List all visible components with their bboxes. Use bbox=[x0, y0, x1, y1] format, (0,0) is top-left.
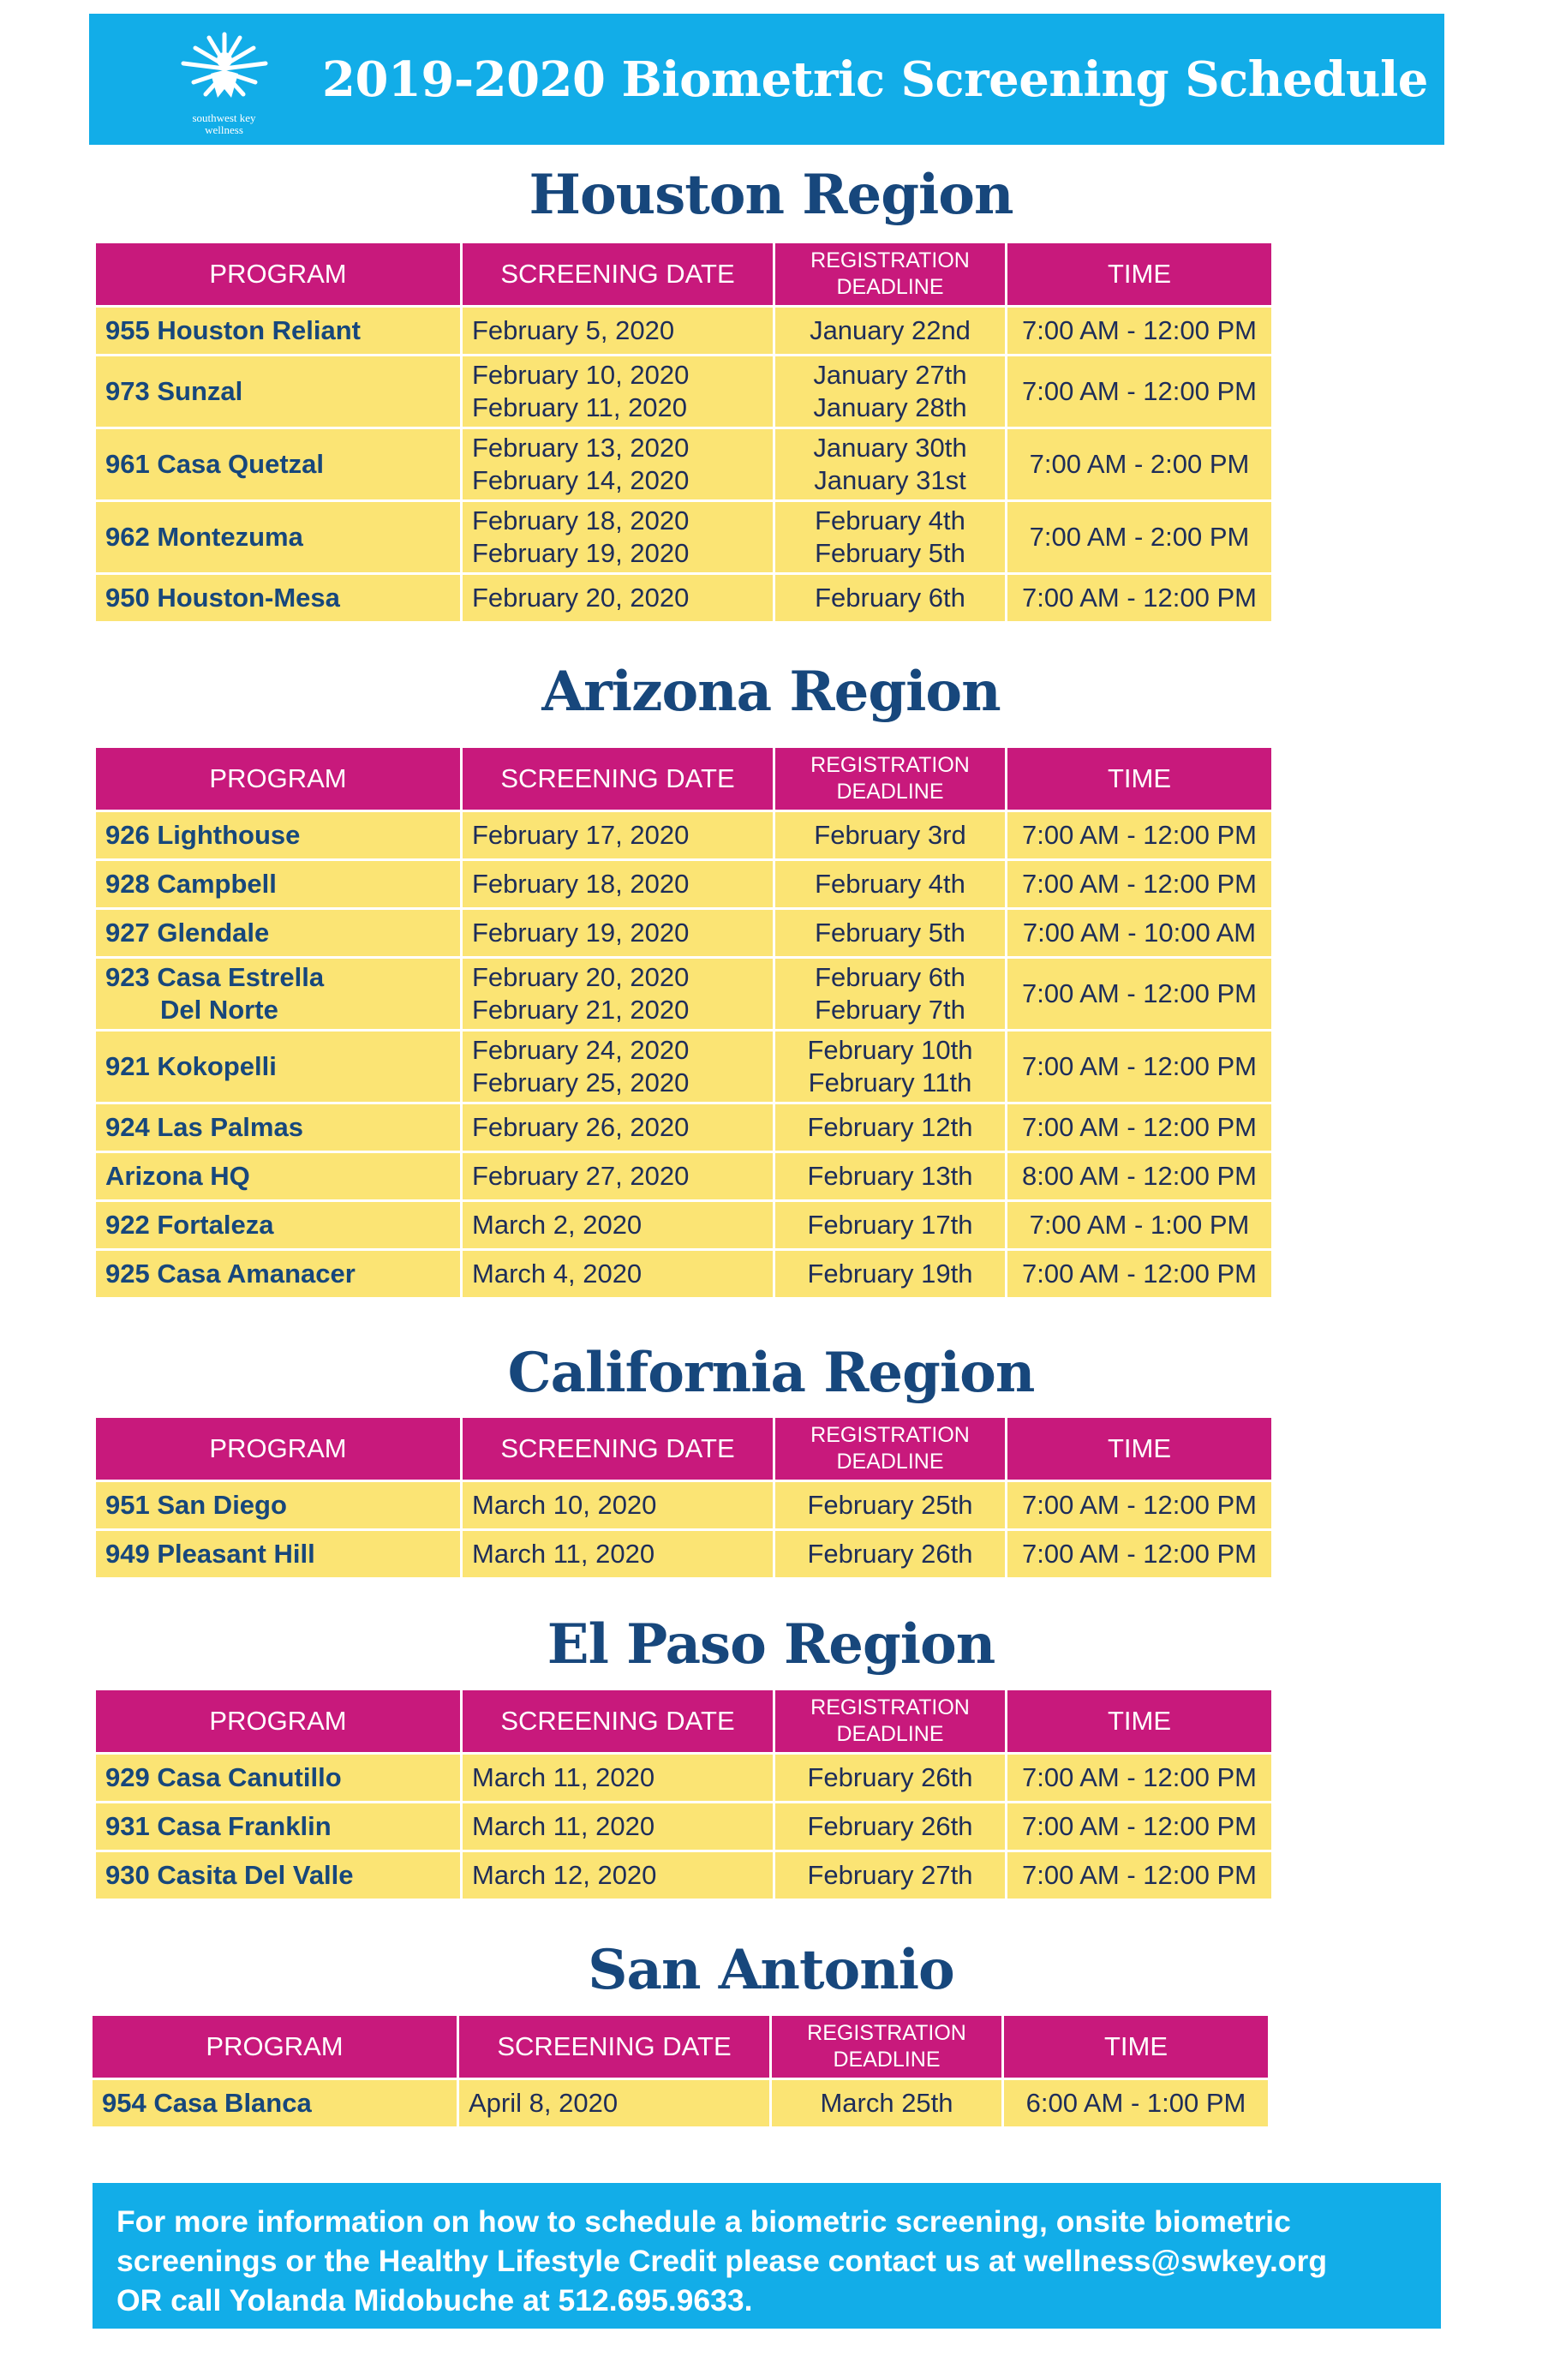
deadline-header-line1: REGISTRATION bbox=[810, 1423, 970, 1447]
table-row bbox=[96, 1482, 1271, 1528]
column-header-program: PROGRAM bbox=[96, 748, 460, 810]
program-cell: 927 Glendale bbox=[96, 910, 460, 956]
deadline-cell bbox=[775, 356, 1005, 427]
screening-date-line: February 20, 2020 bbox=[472, 962, 690, 992]
deadline-cell: February 12th bbox=[775, 1104, 1005, 1151]
schedule-table-california bbox=[93, 1415, 1274, 1580]
program-cell: 922 Fortaleza bbox=[96, 1202, 460, 1248]
table-row bbox=[96, 1104, 1271, 1151]
deadline-cell bbox=[775, 959, 1005, 1029]
region-title-arizona: Arizona Region bbox=[541, 660, 1001, 724]
table-row bbox=[96, 1032, 1271, 1102]
program-cell: 931 Casa Franklin bbox=[96, 1803, 460, 1850]
time-cell: 7:00 AM - 12:00 PM bbox=[1007, 812, 1271, 858]
table-row bbox=[96, 502, 1271, 572]
program-cell: 973 Sunzal bbox=[96, 356, 460, 427]
footer-line: screenings or the Healthy Lifestyle Credit please contact us at wellness@swkey.org bbox=[117, 2244, 1328, 2278]
time-cell: 7:00 AM - 12:00 PM bbox=[1007, 1852, 1271, 1899]
deadline-line: January 28th bbox=[813, 392, 967, 422]
program-cell: 961 Casa Quetzal bbox=[96, 429, 460, 499]
screening-date-cell: February 20, 2020 bbox=[463, 575, 773, 621]
program-name-line: Del Norte bbox=[160, 995, 278, 1025]
deadline-header-line2: DEADLINE bbox=[836, 1722, 944, 1746]
southwest-key-wellness-logo bbox=[149, 29, 299, 141]
deadline-cell: February 13th bbox=[775, 1153, 1005, 1199]
program-cell: 954 Casa Blanca bbox=[93, 2080, 457, 2126]
time-cell: 7:00 AM - 10:00 AM bbox=[1007, 910, 1271, 956]
screening-date-cell: March 11, 2020 bbox=[463, 1803, 773, 1850]
column-header-program: PROGRAM bbox=[93, 2016, 457, 2078]
program-cell: 921 Kokopelli bbox=[96, 1032, 460, 1102]
deadline-cell: February 19th bbox=[775, 1251, 1005, 1297]
screening-date-line: February 19, 2020 bbox=[472, 538, 690, 568]
deadline-cell: February 27th bbox=[775, 1852, 1005, 1899]
table-row bbox=[96, 1852, 1271, 1899]
program-cell: 955 Houston Reliant bbox=[96, 308, 460, 354]
time-cell: 7:00 AM - 12:00 PM bbox=[1007, 1104, 1271, 1151]
table-header-row bbox=[96, 1690, 1271, 1752]
table-row bbox=[96, 1803, 1271, 1850]
time-cell: 7:00 AM - 12:00 PM bbox=[1007, 308, 1271, 354]
screening-date-cell: March 11, 2020 bbox=[463, 1531, 773, 1577]
table-row bbox=[96, 356, 1271, 427]
deadline-header-line2: DEADLINE bbox=[836, 1450, 944, 1474]
time-cell: 7:00 AM - 2:00 PM bbox=[1007, 429, 1271, 499]
screening-date-line: February 14, 2020 bbox=[472, 465, 690, 495]
program-name-line: 923 Casa Estrella bbox=[105, 962, 325, 992]
time-cell: 7:00 AM - 12:00 PM bbox=[1007, 861, 1271, 907]
column-header-screening-date: SCREENING DATE bbox=[463, 748, 773, 810]
program-cell: 928 Campbell bbox=[96, 861, 460, 907]
table-header-row bbox=[93, 2016, 1268, 2078]
region-title-houston: Houston Region bbox=[529, 163, 1013, 227]
schedule-table-arizona bbox=[93, 745, 1274, 1300]
column-header-registration-deadline bbox=[775, 1690, 1005, 1752]
program-cell: 924 Las Palmas bbox=[96, 1104, 460, 1151]
table-header-row bbox=[96, 748, 1271, 810]
screening-date-cell: February 19, 2020 bbox=[463, 910, 773, 956]
column-header-program: PROGRAM bbox=[96, 1418, 460, 1480]
screening-date-line: February 10, 2020 bbox=[472, 360, 690, 390]
time-cell: 7:00 AM - 12:00 PM bbox=[1007, 1803, 1271, 1850]
table-header-row bbox=[96, 1418, 1271, 1480]
table-row bbox=[96, 429, 1271, 499]
screening-date-cell bbox=[463, 429, 773, 499]
screening-date-cell: February 26, 2020 bbox=[463, 1104, 773, 1151]
deadline-header-line2: DEADLINE bbox=[836, 780, 944, 804]
screening-date-cell: February 17, 2020 bbox=[463, 812, 773, 858]
deadline-line: February 11th bbox=[808, 1067, 972, 1097]
column-header-program: PROGRAM bbox=[96, 243, 460, 305]
time-cell: 7:00 AM - 2:00 PM bbox=[1007, 502, 1271, 572]
contact-footer bbox=[93, 2183, 1441, 2329]
deadline-cell bbox=[775, 502, 1005, 572]
table-header-row bbox=[96, 243, 1271, 305]
table-row bbox=[96, 1755, 1271, 1801]
column-header-registration-deadline bbox=[775, 1418, 1005, 1480]
column-header-time: TIME bbox=[1007, 748, 1271, 810]
time-cell: 7:00 AM - 12:00 PM bbox=[1007, 1251, 1271, 1297]
deadline-line: January 30th bbox=[813, 433, 967, 463]
region-title-california: California Region bbox=[507, 1341, 1035, 1405]
deadline-header-line2: DEADLINE bbox=[836, 275, 944, 299]
table-row bbox=[96, 1251, 1271, 1297]
screening-date-cell: March 11, 2020 bbox=[463, 1755, 773, 1801]
column-header-screening-date: SCREENING DATE bbox=[463, 1418, 773, 1480]
deadline-line: January 27th bbox=[813, 360, 967, 390]
time-cell: 7:00 AM - 12:00 PM bbox=[1007, 1755, 1271, 1801]
deadline-header-line1: REGISTRATION bbox=[810, 1695, 970, 1719]
screening-date-line: February 25, 2020 bbox=[472, 1067, 690, 1097]
table-row bbox=[96, 1202, 1271, 1248]
logo-text-line1: southwest key bbox=[192, 111, 256, 124]
program-cell: 949 Pleasant Hill bbox=[96, 1531, 460, 1577]
column-header-time: TIME bbox=[1007, 1418, 1271, 1480]
footer-line: OR call Yolanda Midobuche at 512.695.9633. bbox=[117, 2283, 753, 2317]
table-row bbox=[96, 812, 1271, 858]
deadline-header-line1: REGISTRATION bbox=[810, 753, 970, 777]
time-cell: 7:00 AM - 12:00 PM bbox=[1007, 575, 1271, 621]
deadline-cell: February 3rd bbox=[775, 812, 1005, 858]
schedule-table-san-antonio bbox=[90, 2013, 1270, 2129]
program-cell: 951 San Diego bbox=[96, 1482, 460, 1528]
time-cell: 7:00 AM - 12:00 PM bbox=[1007, 959, 1271, 1029]
deadline-line: February 7th bbox=[815, 995, 965, 1025]
column-header-time: TIME bbox=[1004, 2016, 1268, 2078]
deadline-cell: February 6th bbox=[775, 575, 1005, 621]
column-header-screening-date: SCREENING DATE bbox=[459, 2016, 769, 2078]
program-cell: 929 Casa Canutillo bbox=[96, 1755, 460, 1801]
page-title: 2019-2020 Biometric Screening Schedule bbox=[322, 51, 1428, 108]
sunburst-figure-icon bbox=[149, 29, 299, 111]
region-title-san-antonio: San Antonio bbox=[588, 1938, 954, 2002]
table-row bbox=[96, 575, 1271, 621]
screening-date-cell: February 5, 2020 bbox=[463, 308, 773, 354]
screening-date-line: February 18, 2020 bbox=[472, 505, 690, 535]
column-header-registration-deadline bbox=[772, 2016, 1001, 2078]
screening-date-line: February 24, 2020 bbox=[472, 1035, 690, 1065]
column-header-time: TIME bbox=[1007, 243, 1271, 305]
column-header-registration-deadline bbox=[775, 748, 1005, 810]
screening-date-cell: April 8, 2020 bbox=[459, 2080, 769, 2126]
deadline-cell: February 26th bbox=[775, 1531, 1005, 1577]
screening-date-cell bbox=[463, 502, 773, 572]
screening-date-cell: March 4, 2020 bbox=[463, 1251, 773, 1297]
deadline-cell bbox=[775, 1032, 1005, 1102]
screening-date-cell: March 12, 2020 bbox=[463, 1852, 773, 1899]
screening-date-cell: March 2, 2020 bbox=[463, 1202, 773, 1248]
program-cell: 925 Casa Amanacer bbox=[96, 1251, 460, 1297]
time-cell: 7:00 AM - 12:00 PM bbox=[1007, 356, 1271, 427]
time-cell: 6:00 AM - 1:00 PM bbox=[1004, 2080, 1268, 2126]
column-header-registration-deadline bbox=[775, 243, 1005, 305]
deadline-header-line1: REGISTRATION bbox=[810, 248, 970, 272]
deadline-cell: February 26th bbox=[775, 1755, 1005, 1801]
deadline-cell bbox=[775, 429, 1005, 499]
deadline-cell: January 22nd bbox=[775, 308, 1005, 354]
deadline-line: February 4th bbox=[815, 505, 965, 535]
program-cell: Arizona HQ bbox=[96, 1153, 460, 1199]
table-row bbox=[93, 2080, 1268, 2126]
program-cell: 926 Lighthouse bbox=[96, 812, 460, 858]
deadline-cell: February 4th bbox=[775, 861, 1005, 907]
table-row bbox=[96, 308, 1271, 354]
logo-text-line2: wellness bbox=[205, 123, 243, 136]
deadline-line: February 5th bbox=[815, 538, 965, 568]
schedule-table-el-paso bbox=[93, 1688, 1274, 1901]
program-cell: 950 Houston-Mesa bbox=[96, 575, 460, 621]
deadline-cell: February 5th bbox=[775, 910, 1005, 956]
deadline-line: February 10th bbox=[807, 1035, 973, 1065]
screening-date-cell: March 10, 2020 bbox=[463, 1482, 773, 1528]
deadline-cell: February 26th bbox=[775, 1803, 1005, 1850]
screening-date-line: February 21, 2020 bbox=[472, 995, 690, 1025]
screening-date-cell bbox=[463, 356, 773, 427]
time-cell: 7:00 AM - 12:00 PM bbox=[1007, 1482, 1271, 1528]
program-cell: 962 Montezuma bbox=[96, 502, 460, 572]
deadline-header-line1: REGISTRATION bbox=[807, 2021, 966, 2045]
column-header-screening-date: SCREENING DATE bbox=[463, 1690, 773, 1752]
program-cell bbox=[96, 959, 460, 1029]
column-header-program: PROGRAM bbox=[96, 1690, 460, 1752]
deadline-cell: February 17th bbox=[775, 1202, 1005, 1248]
screening-date-line: February 13, 2020 bbox=[472, 433, 690, 463]
schedule-table-houston bbox=[93, 241, 1274, 624]
screening-date-cell bbox=[463, 1032, 773, 1102]
time-cell: 8:00 AM - 12:00 PM bbox=[1007, 1153, 1271, 1199]
region-title-el-paso: El Paso Region bbox=[547, 1612, 995, 1677]
deadline-line: January 31st bbox=[814, 465, 966, 495]
footer-line: For more information on how to schedule a biometric screening, onsite biometric bbox=[117, 2204, 1291, 2239]
table-row bbox=[96, 910, 1271, 956]
deadline-header-line2: DEADLINE bbox=[833, 2048, 941, 2072]
screening-date-line: February 11, 2020 bbox=[472, 392, 688, 422]
column-header-screening-date: SCREENING DATE bbox=[463, 243, 773, 305]
header-banner bbox=[89, 14, 1444, 145]
table-row bbox=[96, 1531, 1271, 1577]
time-cell: 7:00 AM - 12:00 PM bbox=[1007, 1531, 1271, 1577]
table-row bbox=[96, 861, 1271, 907]
deadline-cell: March 25th bbox=[772, 2080, 1001, 2126]
screening-date-cell: February 18, 2020 bbox=[463, 861, 773, 907]
screening-date-cell bbox=[463, 959, 773, 1029]
table-row bbox=[96, 959, 1271, 1029]
time-cell: 7:00 AM - 12:00 PM bbox=[1007, 1032, 1271, 1102]
deadline-line: February 6th bbox=[815, 962, 965, 992]
time-cell: 7:00 AM - 1:00 PM bbox=[1007, 1202, 1271, 1248]
screening-date-cell: February 27, 2020 bbox=[463, 1153, 773, 1199]
table-row bbox=[96, 1153, 1271, 1199]
deadline-cell: February 25th bbox=[775, 1482, 1005, 1528]
program-cell: 930 Casita Del Valle bbox=[96, 1852, 460, 1899]
column-header-time: TIME bbox=[1007, 1690, 1271, 1752]
